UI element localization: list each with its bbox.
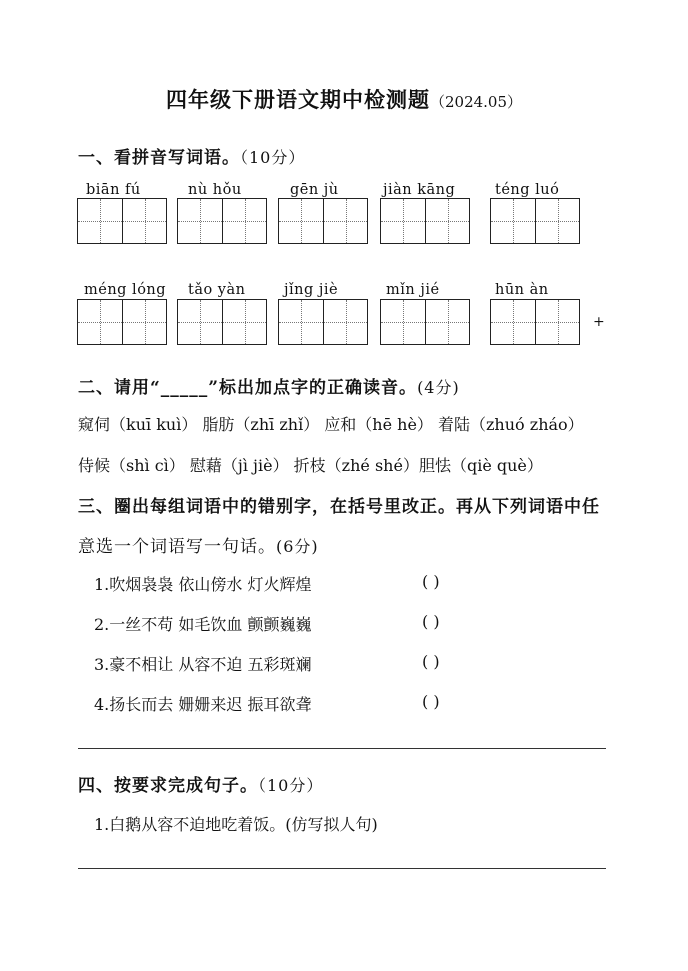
word-group-3: 3.豪不相让 从容不迫 五彩斑斓 xyxy=(94,655,312,674)
pinyin-7: tǎo yàn xyxy=(188,282,246,298)
writing-grid-3[interactable] xyxy=(278,198,368,244)
section-2-heading xyxy=(78,373,460,398)
word-group-4: 4.扬长而去 姗姗来迟 振耳欲聋 xyxy=(94,695,312,714)
section-4-score: （10分） xyxy=(258,776,324,795)
title-main: 四年级下册语文期中检测题 xyxy=(165,87,430,112)
pinyin-2: nù hǒu xyxy=(188,182,242,198)
writing-grid-2[interactable] xyxy=(177,198,267,244)
writing-grid-4[interactable] xyxy=(380,198,470,244)
section-1-score: （10分） xyxy=(240,148,306,167)
word-group-1: 1.吹烟袅袅 依山傍水 灯火辉煌 xyxy=(94,575,312,594)
pinyin-1: biān fú xyxy=(86,182,141,198)
writing-grid-8[interactable] xyxy=(278,299,368,345)
section-3-heading-line-1: 三、圈出每组词语中的错别字，在括号里改正。再从下列词语中任 xyxy=(78,497,600,517)
correction-paren-3[interactable]: ( ) xyxy=(422,652,440,671)
section-3-heading-text: 意选一个词语写一句话。 xyxy=(78,537,276,557)
correction-paren-1[interactable]: ( ) xyxy=(422,572,440,591)
sentence-item-1-answer-line[interactable] xyxy=(78,868,606,869)
sentence-answer-line[interactable] xyxy=(78,748,606,749)
section-1-heading-text: 一、看拼音写词语。 xyxy=(78,148,240,168)
writing-grid-10[interactable] xyxy=(490,299,580,345)
pinyin-4: jiàn kāng xyxy=(383,182,456,198)
pinyin-6: méng lóng xyxy=(84,282,167,298)
section-3-score: (6分) xyxy=(276,537,319,556)
writing-grid-7[interactable] xyxy=(177,299,267,345)
writing-grid-5[interactable] xyxy=(490,198,580,244)
section-2-heading-text: 二、请用“_____”标出加点字的正确读音。 xyxy=(78,378,418,398)
correction-paren-4[interactable]: ( ) xyxy=(422,692,440,711)
section-4-heading xyxy=(78,771,323,796)
pinyin-10: hūn àn xyxy=(495,282,549,298)
section-2-score: (4分) xyxy=(417,378,460,397)
writing-grid-1[interactable] xyxy=(77,198,167,244)
page-title xyxy=(0,84,688,114)
title-date: （2024.05） xyxy=(429,93,523,111)
pinyin-8: jǐng jiè xyxy=(284,282,339,298)
pinyin-5: téng luó xyxy=(495,182,560,198)
pinyin-3: gēn jù xyxy=(290,182,339,198)
pinyin-9: mǐn jié xyxy=(386,282,440,298)
pronunciation-line-2: 侍候（shì cì） 慰藉（jì jiè） 折枝（zhé shé）胆怯（qiè què） xyxy=(78,456,543,475)
section-4-heading-text: 四、按要求完成句子。 xyxy=(78,776,258,796)
writing-grid-9[interactable] xyxy=(380,299,470,345)
section-1-heading xyxy=(78,143,305,168)
word-group-2: 2.一丝不苟 如毛饮血 颤颤巍巍 xyxy=(94,615,312,634)
writing-grid-6[interactable] xyxy=(77,299,167,345)
pronunciation-line-1: 窥伺（kuī kuì） 脂肪（zhī zhǐ） 应和（hē hè） 着陆（zhuó zháo） xyxy=(78,415,584,434)
plus-mark: + xyxy=(593,314,605,330)
sentence-item-1: 1.白鹅从容不迫地吃着饭。(仿写拟人句) xyxy=(94,815,378,834)
section-3-heading-line-2 xyxy=(78,532,319,557)
correction-paren-2[interactable]: ( ) xyxy=(422,612,440,631)
